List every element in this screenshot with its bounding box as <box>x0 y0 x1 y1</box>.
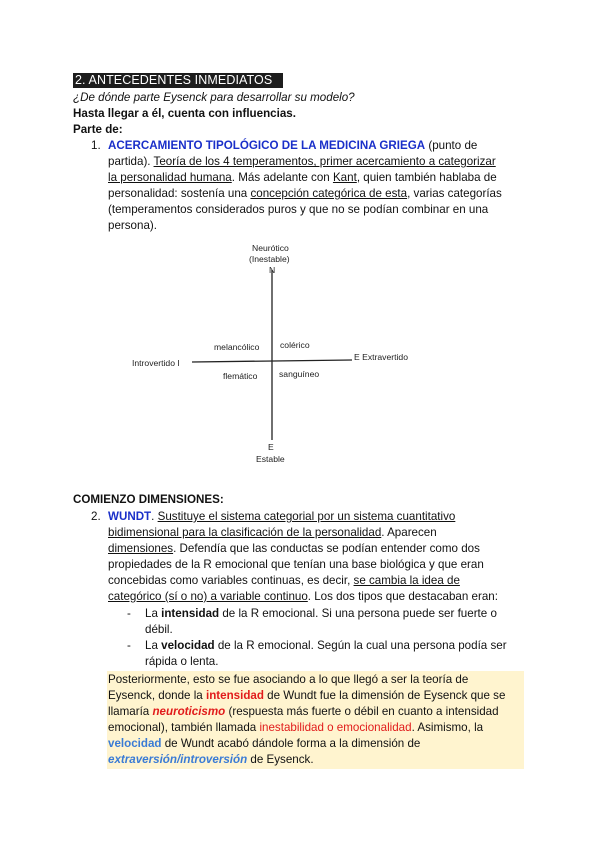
highlight-line5 <box>108 736 420 751</box>
item1-title: ACERCAMIENTO TIPOLÓGICO DE LA MEDICINA GRIEGA <box>108 139 426 152</box>
hl-l3-b: (respuesta más fuerte o débil en cuanto a intensidad <box>225 705 499 718</box>
highlight-line1: Posteriormente, esto se fue asociando a lo que llegó a ser la teoría de <box>108 673 469 686</box>
item1-l4-b: , varias categorías <box>407 187 502 200</box>
bullet2-dash: - <box>127 639 131 652</box>
item2-line1 <box>108 509 455 524</box>
highlight-line6 <box>108 752 314 767</box>
item1-l3-c: , quien también hablaba de <box>356 171 497 184</box>
item1-line5: (temperamentos considerados puros y que no se podían combinar en una <box>108 203 489 216</box>
parte-de-label: Parte de: <box>73 123 123 136</box>
item2-number: 2. <box>91 510 101 523</box>
item1-line1 <box>108 138 477 153</box>
diagram-sanguineo: sanguíneo <box>279 369 320 379</box>
bullet1-bold: intensidad <box>161 607 220 620</box>
item2-l5-u: se cambia la idea de <box>353 574 460 587</box>
diagram-top-letter: N <box>269 265 276 275</box>
diagram-top-label-2: (Inestable) <box>249 254 290 264</box>
diagram-melancolico: melancólico <box>214 342 260 352</box>
item1-kant: Kant <box>332 171 357 184</box>
item1-line3 <box>108 170 497 185</box>
item1-l2-u: Teoría de los 4 temperamentos, primer acercamiento a categorizar <box>153 155 496 168</box>
bullet1-line1 <box>145 606 497 621</box>
item2-l1-a: . <box>151 510 158 523</box>
hl-l2-a: Eysenck, donde la <box>108 689 206 702</box>
item2-l3-u: dimensiones <box>108 542 174 555</box>
item2-l2-u: bidimensional para la clasificación de la personalidad <box>108 526 382 539</box>
hl-neuroticismo: neuroticismo <box>152 705 226 718</box>
item1-l2-a: partida). <box>108 155 154 168</box>
bullet1-pre: La <box>145 607 162 620</box>
diagram-bottom-label: Estable <box>256 454 285 464</box>
item2-line4: propiedades de la R emocional que tenían una base biológica y que eran <box>108 558 484 571</box>
section-title: 2. ANTECEDENTES INMEDIATOS <box>73 73 283 88</box>
item1-line4 <box>108 186 502 201</box>
bullet1-post: de la R emocional. Si una persona puede ser fuerte o <box>219 607 497 620</box>
bullet2-line1 <box>145 638 507 653</box>
item2-line6 <box>108 589 498 604</box>
item2-l3-b: . Defendía que las conductas se podían entender como dos <box>173 542 480 555</box>
item1-line2 <box>108 154 496 169</box>
bullet2-post: de la R emocional. Según la cual una persona podía ser <box>214 639 507 652</box>
item2-l2-b: . Aparecen <box>381 526 437 539</box>
hl-l6-b: de Eysenck. <box>247 753 314 766</box>
highlight-line3 <box>108 704 499 719</box>
intro-line: Hasta llegar a él, cuenta con influencias. <box>73 107 296 120</box>
diagram-top-label-1: Neurótico <box>252 243 289 253</box>
item2-l6-u: categórico (sí o no) a variable continuo <box>108 590 308 603</box>
item1-number: 1. <box>91 139 101 152</box>
item2-line5 <box>108 573 460 588</box>
item1-l3-b: . Más adelante con <box>231 171 333 184</box>
bullet2-pre: La <box>145 639 162 652</box>
bullet1-line2: débil. <box>145 623 173 636</box>
section2-title: COMIENZO DIMENSIONES: <box>73 493 224 506</box>
item2-line3 <box>108 541 480 556</box>
item2-l6-b: . Los dos tipos que destacaban eran: <box>307 590 498 603</box>
diagram-colerico: colérico <box>280 340 310 350</box>
item1-l1-rest: (punto de <box>425 139 478 152</box>
hl-l5-b: de Wundt acabó dándole forma a la dimensión de <box>161 737 421 750</box>
diagram-bottom-letter: E <box>268 442 274 452</box>
hl-intensidad: intensidad <box>205 689 264 702</box>
hl-l2-b: de Wundt fue la dimensión de Eysenck que se <box>263 689 506 702</box>
question-line: ¿De dónde parte Eysenck para desarrollar su modelo? <box>73 91 355 104</box>
highlight-line4 <box>108 720 483 735</box>
hl-l3-a: llamaría <box>108 705 153 718</box>
item1-l4-a: personalidad: sostenía una <box>108 187 251 200</box>
item2-line2 <box>108 525 437 540</box>
item2-title: WUNDT <box>108 510 152 523</box>
hl-velocidad: velocidad <box>108 737 162 750</box>
bullet1-dash: - <box>127 607 131 620</box>
highlight-line2 <box>108 688 505 703</box>
bullet2-line2: rápida o lenta. <box>145 655 219 668</box>
item1-line6: persona). <box>108 219 157 232</box>
diagram-right-label: E Extravertido <box>354 352 408 362</box>
item1-l4-u: concepción categórica de esta <box>250 187 408 200</box>
item2-l5-a: concebidas como variables continuas, es decir, <box>108 574 354 587</box>
item1-l3-u: la personalidad humana <box>108 171 232 184</box>
hl-extraversion: extraversión/introversión <box>108 753 248 766</box>
bullet2-bold: velocidad <box>161 639 215 652</box>
hl-inestabilidad: inestabilidad o emocionalidad <box>259 721 412 734</box>
diagram-left-label: Introvertido I <box>132 358 180 368</box>
diagram-flematico: flemático <box>223 371 258 381</box>
hl-l4-b: . Asimismo, la <box>411 721 484 734</box>
item2-l1-u: Sustituye el sistema categorial por un sistema cuantitativo <box>157 510 456 523</box>
hl-l4-a: emocional), también llamada <box>108 721 260 734</box>
